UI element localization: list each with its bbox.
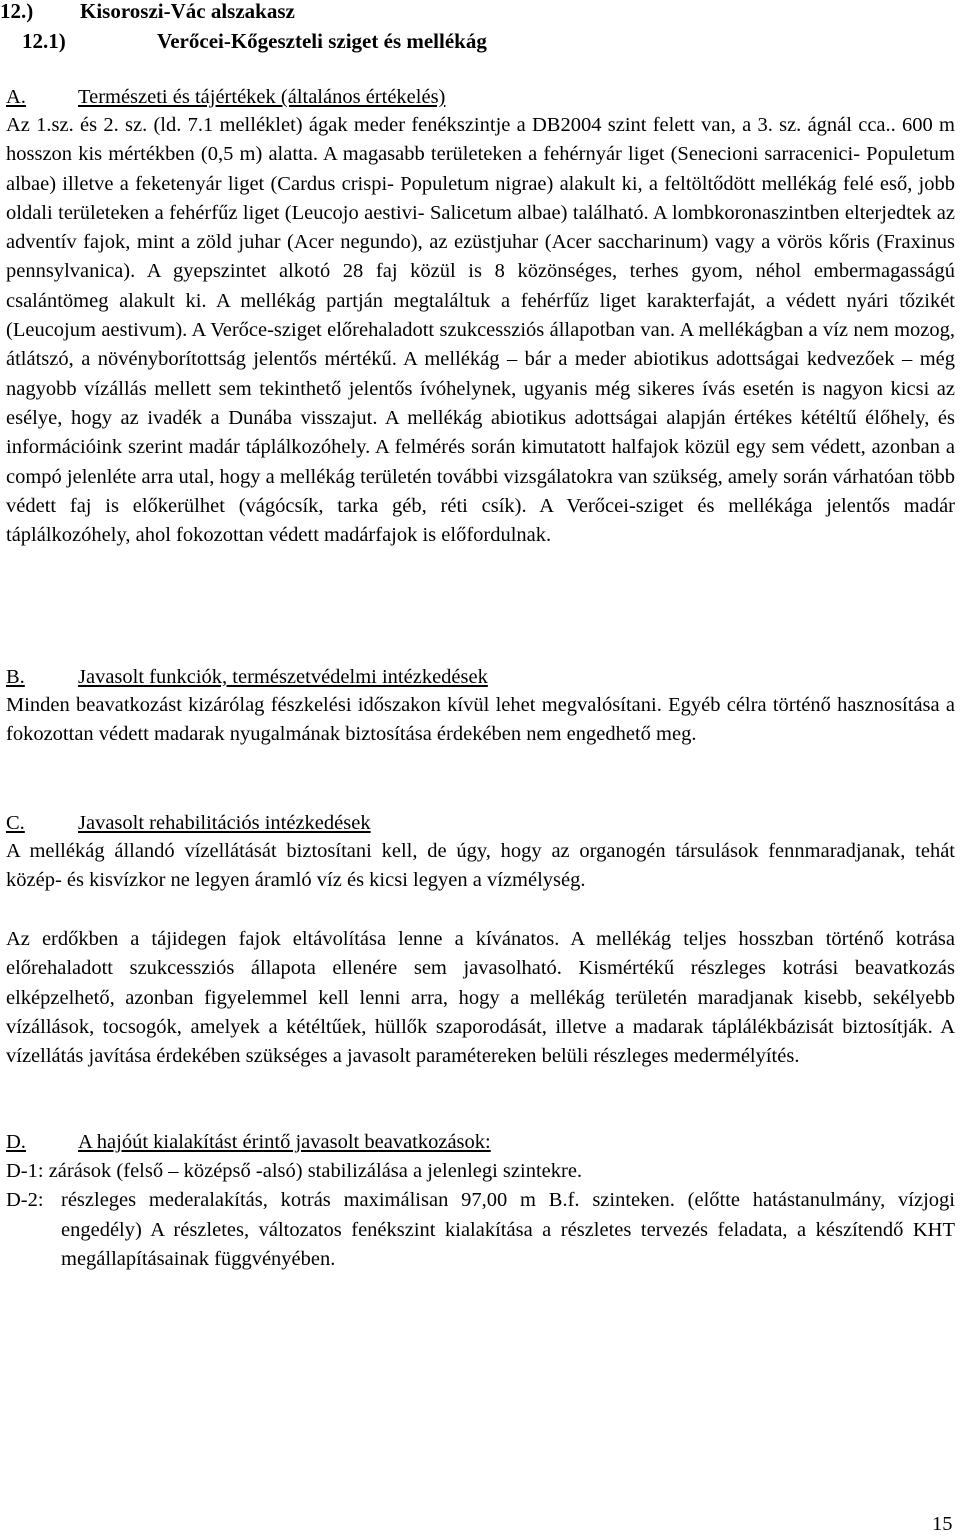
- section-b-paragraph: Minden beavatkozást kizárólag fészkelési időszakon kívül lehet megvalósítani. Egyéb célra történő hasznosítása a fokozottan védett madarak nyugalmának biztosítása érdekében nem engedhető meg.: [6, 694, 955, 746]
- section-d-heading: [6, 1128, 491, 1157]
- section-c-paragraph-1: A mellékág állandó vízellátását biztosítani kell, de úgy, hogy az organogén társulások fennmaradjanak, tehát közép- és kisvízkor ne legyen áramló víz és kicsi legyen a vízmélység.: [6, 840, 955, 892]
- heading-2-title: Verőcei-Kőgeszteli sziget és mellékág: [157, 29, 487, 53]
- section-a-letter: A.: [6, 86, 26, 108]
- section-c-heading: [6, 809, 371, 838]
- section-a-title: Természeti és tájértékek (általános értékelés): [78, 86, 446, 108]
- heading-2-number: 12.1): [22, 29, 66, 53]
- section-d-letter: D.: [6, 1131, 26, 1153]
- section-b-title: Javasolt funkciók, természetvédelmi intézkedések: [78, 666, 488, 688]
- section-b-heading: [6, 663, 488, 692]
- section-d-item-2-text: részleges mederalakítás, kotrás maximálisan 97,00 m B.f. szinteken. (előtte hatástanulmány, vízjogi engedély) A részletes, változatos fenékszint kialakítása a részletes tervezés feladata, a készítendő KHT megállapításainak függvényében.: [61, 1189, 955, 1270]
- section-b-letter: B.: [6, 666, 25, 688]
- heading-1-title: Kisoroszi-Vác alszakasz: [80, 0, 295, 23]
- heading-level-1: [0, 0, 295, 26]
- section-c-title: Javasolt rehabilitációs intézkedések: [78, 812, 371, 834]
- section-d-item-1: [6, 1157, 955, 1187]
- heading-1-number: 12.): [0, 0, 34, 23]
- section-d-title: A hajóút kialakítást érintő javasolt beavatkozások:: [78, 1131, 491, 1153]
- section-d-item-2: [6, 1186, 955, 1275]
- section-a-paragraph: Az 1.sz. és 2. sz. (ld. 7.1 melléklet) ágak meder fenékszintje a DB2004 szint felett van, a 3. sz. ágnál cca.. 600 m hosszon kis mértékben (0,5 m) alatta. A magasabb területeken a fehérnyár liget (Senecioni sarracenici- Populetum albae) illetve a feketenyár liget (Cardus crispi- Populetum nigrae) alakult ki, a feltöltődött mellékág felé eső, jobb oldali területeken a fehérfűz liget (Leucojo aestivi- Salicetum albae) található. A lombkoronaszintben elterjedtek az adventív fajok, mint a zöld juhar (Acer negundo), az ezüstjuhar (Acer saccharinum) vagy a vörös kőris (Fraxinus pennsylvanica). A gyepszintet alkotó 28 faj közül is 8 közönséges, terhes gyom, néhol embermagasságú csalántömeg alakult ki. A mellékág partján megtaláltuk a fehérfűz liget karakterfaját, a védett nyári tőzikét (Leucojum aestivum). A Verőce-sziget előrehaladott szukcessziós állapotban van. A mellékágban a víz nem mozog, átlátszó, a növényborítottság jelentős mértékű. A mellékág – bár a meder abiotikus adottságai kedvezőek – még nagyobb vízállás mellett sem tekinthető jelentős ívóhelynek, ugyanis még sikeres ívás esetén is nagyon kicsi az esélye, hogy az ivadék a Dunába visszajut. A mellékág abiotikus adottságai alapján értékes kétéltű élőhely, és információink szerint madár táplálkozóhely. A felmérés során kimutatott halfajok közül egy sem védett, azonban a compó jelenléte arra utal, hogy a mellékág területén további vizsgálatokra van szükség, amely során várhatóan több védett faj is előkerülhet (vágócsík, tarka géb, réti csík). A Verőcei-sziget és mellékága jelentős madár táplálkozóhely, ahol fokozottan védett madárfajok is előfordulnak.: [6, 114, 955, 547]
- section-c-letter: C.: [6, 812, 25, 834]
- section-d-item-2-label: D-2:: [6, 1189, 44, 1211]
- section-a-heading: [6, 83, 445, 112]
- section-d-item-1-text: zárások (felső – középső -alsó) stabilizálása a jelenlegi szintekre.: [48, 1160, 583, 1182]
- heading-level-2: [22, 27, 487, 56]
- section-d-item-1-label: D-1:: [6, 1160, 44, 1182]
- section-c-paragraph-2: Az erdőkben a tájidegen fajok eltávolítása lenne a kívánatos. A mellékág teljes hosszban történő kotrása előrehaladott szukcessziós állapota ellenére sem javasolható. Kismértékű részleges kotrási beavatkozás elképzelhető, azonban figyelemmel kell lenni arra, hogy a mellékág területén maradjanak kisebb, sekélyebb vízállások, tocsogók, amelyek a kétéltűek, hüllők szaporodását, illetve a madarak táplálékbázisát biztosítják. A vízellátás javítása érdekében szükséges a javasolt paramétereken belüli részleges medermélyítés.: [6, 928, 955, 1068]
- page-number: 15: [932, 1513, 953, 1535]
